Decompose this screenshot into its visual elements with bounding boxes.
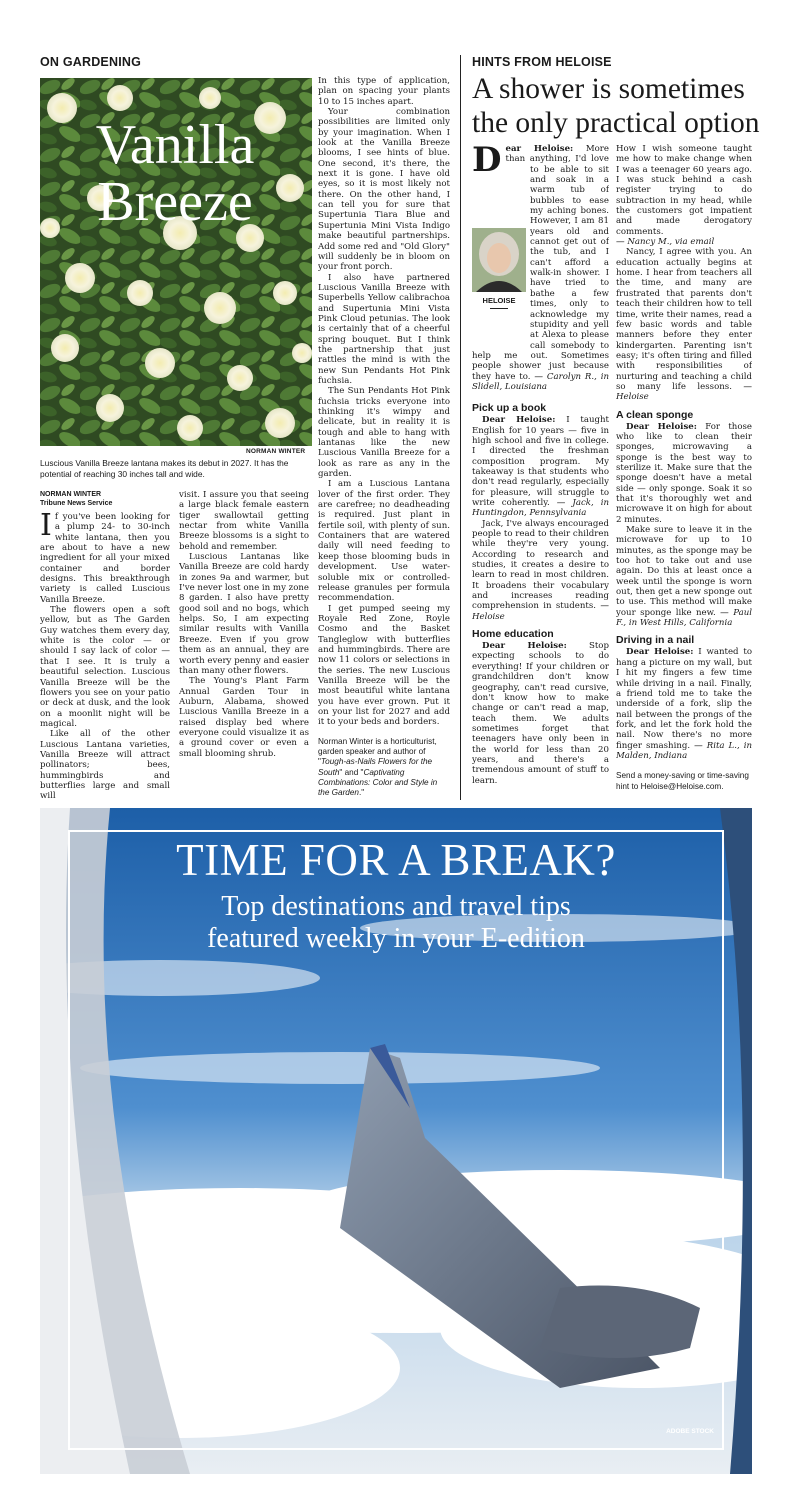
- letter-signature: — Paul F., in West Hills, California: [616, 607, 752, 629]
- letter-text: I taught English for 10 years — five in high school and five in college. I directed the freshman composition program. My takeaway is that students who don't read regularly, especially for pleasure, will struggle to write coherently.: [472, 415, 609, 508]
- reply-text: Jack, I've always encouraged people to read to their children while they're very young. According to research and studies, it creates a desire to learn to read in most children. It broadens their vocabulary and increases reading comprehension in students.: [472, 518, 609, 612]
- gardening-paragraph: The Sun Pendants Hot Pink fuchsia tricks everyone into thinking it's wimpy and delicate, but in reality it is tough and able to hang with lantanas like the new Luscious Vanilla Breeze for a look as rare as any in the garden.: [318, 386, 450, 480]
- photo-title-line1: Vanilla: [95, 114, 255, 176]
- gardening-paragraph: The Young's Plant Farm Annual Garden Tour in Auburn, Alabama, showed Luscious Vanilla Breeze in a raised display bed where everyone could visualize it as a ground cover or even a small blooming shrub.: [179, 676, 309, 759]
- letter-text: More than anything, I'd love to be able to sit and soak in a warm tub of bubbles to ease my aching bones. However, I am 81 years old and cannot get out of the tub, and I can't afford a walk-in shower. I have tried to bathe a few times, only to acknowledge my stupidity and yell at Alexa to please call somebody to help me out. Sometimes people shower just because they have to.: [472, 144, 609, 382]
- gardening-column-3: [318, 76, 450, 800]
- photo-title-line2: Breeze: [97, 171, 253, 233]
- photo-credit: NORMAN WINTER: [246, 448, 306, 455]
- letter-signature: — Carolyn R., in Slidell, Louisiana: [472, 371, 609, 392]
- letter-text: Stop expecting schools to do everything! If your children or grandchildren don't know geography, can't read cursive, don't know how to make change or can't read a map, teach them. We adults sometimes forget that teenagers have only been in the world for less than 20 years, and there's a tremendous amount of stuff to learn.: [472, 641, 609, 786]
- letter-text: Make sure to leave it in the microwave for up to 10 minutes, as the sponge may be too hot to take out and use again. Do this at least once a week until the sponge is worn out, then get a new sponge out to use. This method will make your sponge like new.: [616, 525, 752, 618]
- reply-text: Nancy, I agree with you. An education actually begins at home. I hear from teachers all the time, and many are frustrated that parents don't teach their children how to tell time, write their names, read a few basic words and table manners before they enter kindergarten. Parenting isn't easy; it's often tiring and filled with responsibilities of nurturing and teaching a child so many life lessons.: [616, 247, 752, 392]
- byline-service: Tribune News Service: [40, 500, 113, 507]
- gardening-paragraph: I am a Luscious Lantana lover of the first order. They are carefree; no deadheading is required. Just plant in fertile soil, with plenty of sun. Containers that are watered daily will need feeding to keep those blooming buds in development. Use water-soluble mix or controlled-release granules per formula recommendation.: [318, 479, 450, 604]
- section-label-heloise: HINTS FROM HELOISE: [472, 55, 612, 69]
- send-hint-note: Send a money-saving or time-saving hint to Heloise@Heloise.com.: [616, 771, 749, 791]
- heloise-column-1: Dear Heloise: More than anything, I'd love to be able to sit and soak in a warm tub of bubbles to ease my aching bones. However, I am 81 years old and cannot get out of the tub, and I can't afford a walk-in shower. I have tried to bathe a few times, only to acknowledge my stupidity and yell at Alexa to please call somebody to help me out. Sometimes people shower just because they have to. — Carolyn R., in Slidell, Louisiana Pick up a book Dear Heloise: I taught English for 10 years — five in high school and five in college. I directed the freshman composition program. My takeaway is that students who don't read regularly, especially for pleasure, will struggle to write coherently. — Jack, in Huntingdon, Pennsylvania Jack, I've always encouraged people to read to their children while they're very young. According to research and studies, it creates a desire to learn to read in most children. It broadens their vocabulary and increases reading comprehension in students. — Heloise Home education Dear Heloise: Stop expecting schools to do everything! If your children or grandchildren don't know geography, can't read cursive, don't know how to make change or can't read a map, teach them. We adults sometimes forget that teenagers have only been in the world for less than 20 years, and there's a tremendous amount of stuff to learn.: [472, 144, 609, 786]
- mugshot-caption: HELOISE: [482, 296, 516, 305]
- reply-signature: — Heloise: [616, 381, 752, 403]
- subhead-home-education: Home education: [472, 628, 554, 641]
- letter-signature: — Jack, in Huntingdon, Pennsylvania: [472, 498, 609, 519]
- column-divider: [460, 55, 461, 800]
- gardening-paragraph: visit. I assure you that seeing a large black female eastern tiger swallowtail getting nectar from white Vanilla Breeze blossoms is a sight to behold and remember.: [179, 490, 309, 552]
- photo-caption: Luscious Vanilla Breeze lantana makes its debut in 2027. It has the potential of reaching 30 inches tall and wide.: [40, 458, 289, 479]
- ad-subtitle-line1: Top destinations and travel tips: [221, 891, 571, 922]
- letter-lead: ear Heloise:: [505, 144, 574, 154]
- drop-cap-i: I: [40, 508, 52, 543]
- lantana-photo: [40, 78, 312, 446]
- gardening-paragraph: Like all of the other Luscious Lantana varieties, Vanilla Breeze will attract pollinators; bees, hummingbirds and butterflies large and small will: [40, 729, 170, 800]
- gardening-column-1: [40, 490, 170, 800]
- heloise-headline: A shower is sometimes the only practical option: [472, 73, 760, 139]
- gardening-paragraph: f you've been looking for a plump 24- to 30-inch white lantana, then you are about to have a new ingredient for all your mixed container and border designs. This breakthrough variety is called Luscious Vanilla Breeze.: [40, 512, 170, 605]
- heloise-portrait-icon: [472, 228, 526, 292]
- byline-name: NORMAN WINTER: [40, 491, 102, 498]
- heloise-column-2: How I wish someone taught me how to make change when I was a teenager 60 years ago. I was stuck behind a cash register trying to do subtraction in my head, while the customers got impatient and made derogatory comments. — Nancy M., via email Nancy, I agree with you. An education actually begins at home. I hear from teachers all the time, and many are frustrated that parents don't teach their children how to tell time, write their names, read a few basic words and table manners before they enter kindergarten. Parenting isn't easy; it's often tiring and filled with responsibilities of nurturing and teaching a child so many life lessons. — Heloise A clean sponge Dear Heloise: For those who like to clean their sponges, microwaving a sponge is the best way to sterilize it. Make sure that the sponge doesn't have a metal side — only sponge. Soak it so that it's thoroughly wet and microwave it on high for about 2 minutes. Make sure to leave it in the microwave for up to 10 minutes, as the sponge may be too hot to take out and use again. Do this at least once a week until the sponge is worn out, then get a new sponge out to use. This method will make your sponge like new. — Paul F., in West Hills, California Driving in a nail Dear Heloise: I wanted to hang a picture on my wall, but I hit my fingers a few time while driving in a nail. Finally, a friend told me to take the underside of a fork, slip the nail between the prongs of the fork, and let the fork hold the nail. Now there's no more finger smashing. — Rita L., in Malden, Indiana Send a money-saving or time-saving hint to Heloise@Heloise.com.: [616, 144, 752, 791]
- letter-text: How I wish someone taught me how to make change when I was a teenager 60 years ago. I was stuck behind a cash register trying to do subtraction in my head, while the customers got impatient and made derogatory comments.: [616, 144, 752, 237]
- ad-title: TIME FOR A BREAK?: [176, 835, 616, 885]
- travel-ad[interactable]: [40, 808, 752, 1474]
- subhead-pick-up-a-book: Pick up a book: [472, 402, 547, 415]
- ad-subtitle: [70, 891, 722, 955]
- heloise-mugshot: [472, 228, 526, 309]
- reply-signature: — Heloise: [472, 601, 609, 622]
- gardening-paragraph: I also have partnered Luscious Vanilla Breeze with Superbells Yellow calibrachoa and Supertunia Mini Vista Pink Cloud petunias. The look is certainly that of a cheerful spring bouquet. But I think the partnership that just rattles the mind is with the new Sun Pendants Hot Pink fuchsia.: [318, 272, 450, 386]
- letter-signature: — Rita L., in Malden, Indiana: [616, 740, 752, 761]
- ad-subtitle-line2: featured weekly in your E-edition: [207, 923, 585, 954]
- letter-signature: — Nancy M., via email: [616, 237, 715, 248]
- letter-text: For those who like to clean their sponges, microwaving a sponge is the best way to sterilize it. Make sure that the sponge doesn't have a metal side — only sponge. Soak it so that it's thoroughly wet and microwave it on high for about 2 minutes.: [616, 421, 752, 525]
- lantana-photo-image: [40, 78, 312, 446]
- drop-cap-d: D: [472, 144, 502, 180]
- gardening-paragraph: Your combination possibilities are limited only by your imagination. When I look at the Vanilla Breeze blooms, I see hints of blue. One second, it's there, the next it is gone. I have old eyes, so it is most likely not there. On the other hand, I can tell you for sure that Supertunia Tiara Blue and Supertunia Mini Vista Indigo make beautiful partnerships. Add some red and "Old Glory" will suddenly be in bloom on your front porch.: [318, 107, 450, 273]
- gardening-paragraph: The flowers open a soft yellow, but as The Garden Guy watches them every day, white is the color — or should I say lack of color — that I see. It is truly a beautiful selection. Luscious Vanilla Breeze will be the flowers you see on your patio or deck at dusk, and the look on a moonlit night will be magical.: [40, 605, 170, 729]
- author-bio: Norman Winter is a horticulturist, garden speaker and author of "Tough-as-Nails Flowers for the South" and "Captivating Combinations: Color and Style in the Garden.": [318, 736, 438, 798]
- gardening-paragraph: In this type of application, plan on spacing your plants 10 to 15 inches apart.: [318, 76, 450, 107]
- subhead-driving-in-a-nail: Driving in a nail: [616, 634, 695, 647]
- gardening-paragraph: Luscious Lantanas like Vanilla Breeze are cold hardy in zones 9a and warmer, but I've never lost one in my zone 8 garden. I also have pretty good soil and no bogs, which helps. So, I am expecting similar results with Vanilla Breeze. Even if you grow them as an annual, they are worth every penny and easier than many other flowers.: [179, 552, 309, 676]
- letter-text: I wanted to hang a picture on my wall, but I hit my fingers a few time while driving in a nail. Finally, a friend told me to take the underside of a fork, slip the nail between the prongs of the fork, and let the fork hold the nail. Now there's no more finger smashing.: [616, 647, 752, 751]
- subhead-a-clean-sponge: A clean sponge: [616, 408, 694, 421]
- gardening-paragraph: I get pumped seeing my Royale Red Zone, Royle Cosmo and the Basket Tangleglow with butterflies and hummingbirds. There are now 11 colors or selections in the series. The new Luscious Vanilla Breeze will be the most beautiful white lantana you have ever grown. Put it on your list for 2027 and add it to your beds and borders.: [318, 603, 450, 728]
- section-label-gardening: ON GARDENING: [40, 55, 142, 69]
- gardening-column-2: [179, 490, 309, 800]
- ad-photo-credit: ADOBE STOCK: [666, 1428, 714, 1435]
